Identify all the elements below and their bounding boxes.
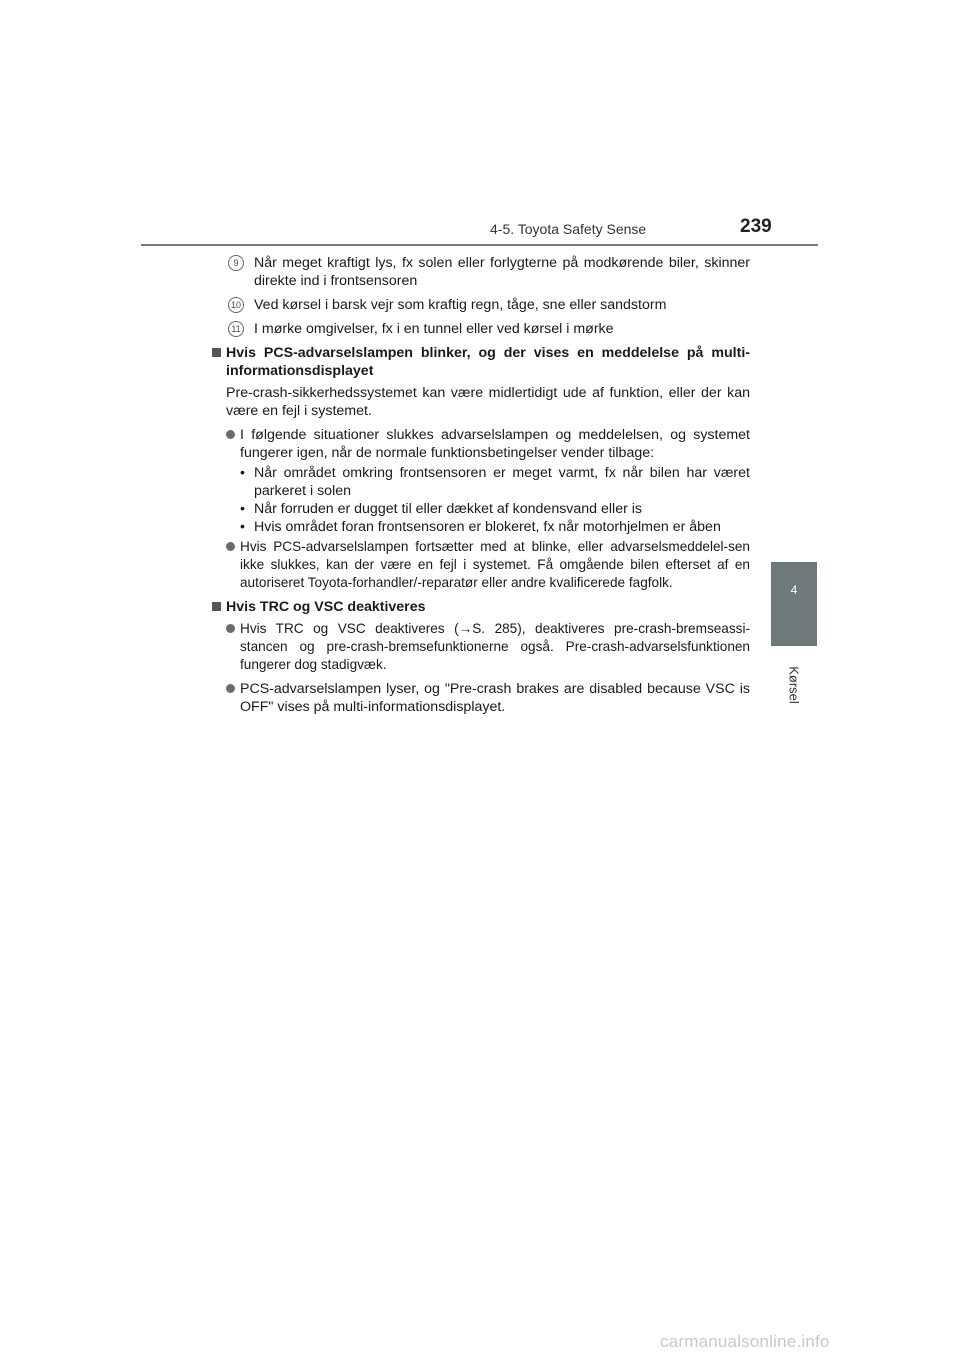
section-intro: Pre-crash-sikkerhedssystemet kan være midlertidigt ude af funktion, eller der kan være en fejl i systemet. <box>226 385 750 419</box>
bullet-text: Hvis TRC og VSC deaktiveres (→S. 285), deaktiveres pre-crash-bremseassi-stancen og pre-crash-bremsefunktionerne også. Pre-crash-advarselsfunktionen fungerer dog stadigvæk. <box>240 621 750 672</box>
numbered-item-text: Når meget kraftigt lys, fx solen eller forlygterne på modkørende biler, skinner direkte ind i frontsensoren <box>254 255 750 289</box>
square-bullet-icon <box>212 602 221 611</box>
square-bullet-icon <box>212 348 221 357</box>
header-section-title: 4-5. Toyota Safety Sense <box>490 221 647 237</box>
section-heading-pcs <box>212 344 750 380</box>
bullet-item <box>212 680 750 716</box>
bullet-text: Hvis PCS-advarselslampen fortsætter med at blinke, eller advarselsmeddelel-sen ikke slukkes, kan der være en fejl i systemet. Få omgående bilen efterset af en autoriseret Toyota-forhandler/-reparatør eller andre kvalificerede fagfolk. <box>240 539 750 590</box>
numbered-item <box>212 254 750 290</box>
section-heading-text: Hvis PCS-advarselslampen blinker, og der vises en meddelelse på multi-informationsdisplayet <box>226 345 750 379</box>
sub-list-item <box>212 464 750 500</box>
sub-list-item <box>212 518 750 536</box>
section-heading-text: Hvis TRC og VSC deaktiveres <box>226 599 426 615</box>
numbered-item <box>212 296 750 314</box>
round-bullet-icon <box>226 624 235 633</box>
sub-bullet-icon: • <box>240 519 245 535</box>
chapter-number: 4 <box>790 583 798 597</box>
bullet-item <box>212 538 750 592</box>
bullet-text: I følgende situationer slukkes advarselslampen og meddelelsen, og systemet fungerer igen, når de normale funktionsbetingelser vender tilbage: <box>240 427 750 461</box>
round-bullet-icon <box>226 542 235 551</box>
circled-number-icon: 9 <box>228 255 244 271</box>
circled-number-icon: 11 <box>228 321 244 337</box>
sub-bullet-icon: • <box>240 465 245 481</box>
round-bullet-icon <box>226 684 235 693</box>
circled-number-icon: 10 <box>228 297 244 313</box>
chapter-tab[interactable] <box>771 562 817 646</box>
bullet-text: PCS-advarselslampen lyser, og "Pre-crash brakes are disabled because VSC is OFF" vises på multi-informationsdisplayet. <box>240 681 750 715</box>
bullet-item <box>212 426 750 462</box>
sub-list-item <box>212 500 750 518</box>
numbered-item-text: I mørke omgivelser, fx i en tunnel eller ved kørsel i mørke <box>254 321 614 337</box>
sub-item-text: Hvis området foran frontsensoren er blokeret, fx når motorhjelmen er åben <box>254 519 721 535</box>
section-heading-trc-vsc <box>212 598 750 616</box>
watermark: carmanualsonline.info <box>660 1332 830 1351</box>
numbered-item <box>212 320 750 338</box>
header-rule <box>141 244 818 246</box>
sub-bullet-icon: • <box>240 501 245 517</box>
sub-item-text: Når forruden er dugget til eller dækket af kondensvand eller is <box>254 501 643 517</box>
round-bullet-icon <box>226 430 235 439</box>
bullet-item <box>212 620 750 674</box>
page-number: 239 <box>740 216 772 237</box>
numbered-item-text: Ved kørsel i barsk vejr som kraftig regn, tåge, sne eller sandstorm <box>254 297 667 313</box>
sub-item-text: Når området omkring frontsensoren er meget varmt, fx når bilen har været parkeret i solen <box>254 465 750 499</box>
page-content <box>212 254 750 722</box>
chapter-label: Kørsel <box>786 666 802 704</box>
